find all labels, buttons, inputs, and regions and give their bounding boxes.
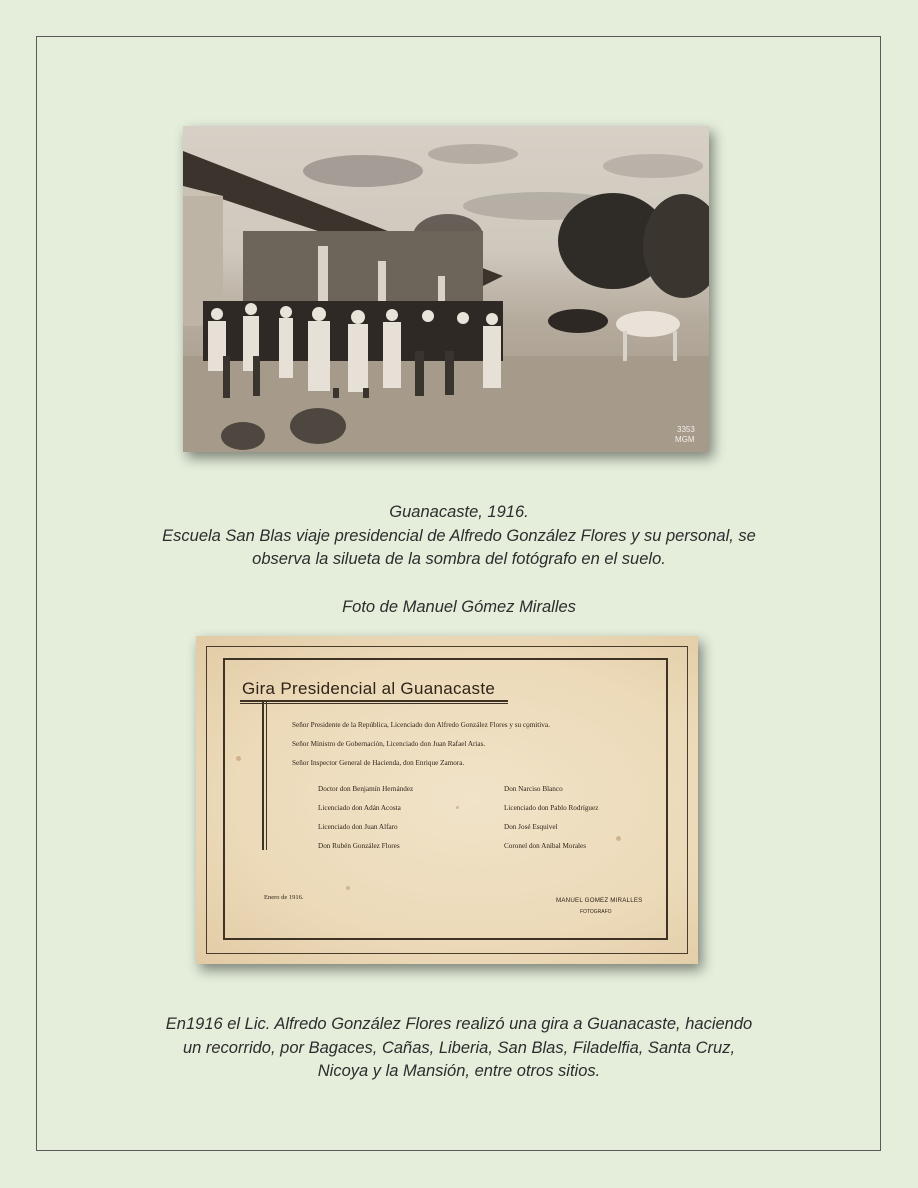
- decorative-pillar: [266, 702, 267, 850]
- photo-number: 3353: [677, 425, 695, 434]
- photo-illustration: [183, 126, 709, 452]
- caption-description-2: observa la silueta de la sombra del fotógrafo en el suelo.: [252, 550, 666, 568]
- photo-mark: MGM: [675, 435, 695, 444]
- summary-line-1: En1916 el Lic. Alfredo González Flores realizó una gira a Guanacaste, haciendo: [165, 1015, 753, 1033]
- photographer-name: MANUEL GOMEZ MIRALLES: [556, 897, 643, 904]
- card-title: Gira Presidencial al Guanacaste: [242, 679, 496, 698]
- official-line-1: Señor Presidente de la República, Licenciado don Alfredo González Flores y su comitiva.: [292, 721, 550, 729]
- companion-right-2: Licenciado don Pablo Rodríguez: [504, 804, 599, 812]
- title-rule: [240, 703, 508, 704]
- historic-photo: [183, 126, 709, 452]
- photo-credit: Foto de Manuel Gómez Miralles: [342, 598, 576, 616]
- companion-right-4: Coronel don Aníbal Morales: [504, 842, 587, 850]
- companion-right-3: Don José Esquivel: [504, 823, 558, 831]
- official-line-3: Señor Inspector General de Hacienda, don Enrique Zamora.: [292, 759, 465, 767]
- companion-right-1: Don Narciso Blanco: [504, 785, 563, 793]
- photographer-role: FOTOGRAFO: [580, 909, 612, 915]
- companion-left-1: Doctor don Benjamín Hernández: [318, 785, 414, 793]
- official-line-2: Señor Ministro de Gobernación, Licenciado don Juan Rafael Arias.: [292, 740, 486, 748]
- companion-left-3: Licenciado don Juan Alfaro: [318, 823, 398, 831]
- caption-place-year: Guanacaste, 1916.: [389, 503, 529, 521]
- title-rule: [240, 700, 508, 702]
- commemorative-card: [196, 636, 698, 964]
- caption-description-1: Escuela San Blas viaje presidencial de Alfredo González Flores y su personal, se: [162, 527, 756, 545]
- card-date: Enero de 1916.: [264, 894, 304, 901]
- companion-left-4: Don Rubén González Flores: [318, 842, 400, 850]
- companion-left-2: Licenciado don Adán Acosta: [318, 804, 401, 812]
- decorative-pillar: [262, 702, 264, 850]
- summary-line-2: un recorrido, por Bagaces, Cañas, Liberia, San Blas, Filadelfia, Santa Cruz,: [182, 1039, 736, 1057]
- summary-line-3: Nicoya y la Mansión, entre otros sitios.: [317, 1062, 601, 1080]
